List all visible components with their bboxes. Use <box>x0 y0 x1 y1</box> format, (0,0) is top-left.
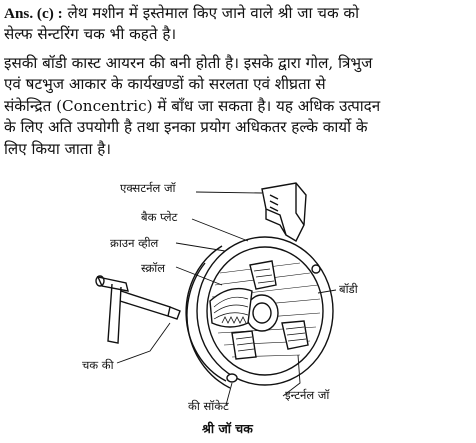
label-crown-wheel: क्राउन व्हील <box>110 236 159 250</box>
body-line: संकेन्द्रित (Concentric) में बाँध जा सकता है। यह अधिक उत्पादन <box>4 96 381 115</box>
answer-prefix: Ans. (c) : <box>4 5 63 22</box>
answer-line-1: लेथ मशीन में इस्तेमाल किए जाने वाले श्री जा चक को <box>67 4 360 22</box>
body-line: के लिए अति उपयोगी है तथा इनका प्रयोग अधिकतर हल्के कार्यो के <box>4 118 368 137</box>
body-line: एवं षटभुज आकार के कार्यखण्डों को सरलता एवं शीघ्रता से <box>4 75 326 94</box>
chuck-body-icon <box>186 237 333 388</box>
answer-paragraph <box>4 3 470 46</box>
body-paragraph <box>4 53 470 160</box>
label-external-jaw: एक्सटर्नल जॉ <box>120 181 176 195</box>
label-internal-jaw: इन्टर्नल जॉ <box>285 388 330 402</box>
label-body: बॉडी <box>339 282 358 296</box>
label-back-plate: बैक प्लेट <box>141 210 178 224</box>
chuck-drawing <box>0 173 476 443</box>
external-jaw-icon <box>262 183 306 241</box>
body-line: इसकी बॉडी कास्ट आयरन की बनी होती है। इसके द्वारा गोल, त्रिभुज <box>4 54 373 72</box>
answer-line-2: सेल्फ सेन्टरिंग चक भी कहते है। <box>4 25 177 44</box>
body-line: लिए किया जाता है। <box>4 139 112 158</box>
three-jaw-chuck-figure <box>0 173 476 443</box>
label-scroll: स्क्रॉल <box>141 261 166 275</box>
label-chuck-key: चक की <box>82 358 114 372</box>
label-key-socket: की सॉकेट <box>188 399 229 413</box>
chuck-key-icon <box>96 276 180 343</box>
figure-caption: श्री जॉ चक <box>202 421 253 436</box>
